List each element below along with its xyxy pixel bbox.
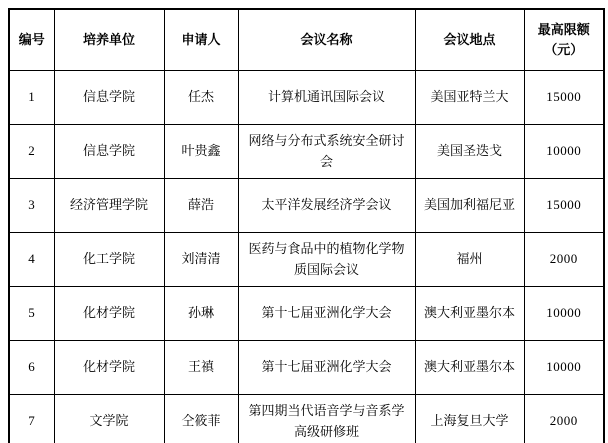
cell-unit: 化材学院: [54, 287, 164, 341]
cell-applicant: 王禛: [164, 341, 238, 395]
table-row: [9, 395, 604, 443]
cell-location: 福州: [415, 233, 524, 287]
cell-id: 3: [9, 179, 54, 233]
cell-id: 2: [9, 125, 54, 179]
cell-limit: 2000: [524, 395, 604, 443]
header-cell-location: 会议地点: [415, 9, 524, 71]
table-row: [9, 341, 604, 395]
header-cell-limit: 最高限额（元）: [524, 9, 604, 71]
cell-applicant: 刘清清: [164, 233, 238, 287]
cell-limit: 2000: [524, 233, 604, 287]
cell-unit: 文学院: [54, 395, 164, 443]
cell-id: 5: [9, 287, 54, 341]
table-row: [9, 287, 604, 341]
cell-conference: 医药与食品中的植物化学物质国际会议: [238, 233, 415, 287]
cell-unit: 化工学院: [54, 233, 164, 287]
header-cell-unit: 培养单位: [54, 9, 164, 71]
table-body: [9, 71, 604, 443]
cell-limit: 15000: [524, 71, 604, 125]
cell-conference: 第四期当代语音学与音系学高级研修班: [238, 395, 415, 443]
cell-limit: 10000: [524, 125, 604, 179]
cell-unit: 化材学院: [54, 341, 164, 395]
cell-conference: 太平洋发展经济学会议: [238, 179, 415, 233]
cell-applicant: 孙琳: [164, 287, 238, 341]
cell-id: 4: [9, 233, 54, 287]
cell-limit: 15000: [524, 179, 604, 233]
table-row: [9, 233, 604, 287]
cell-location: 澳大利亚墨尔本: [415, 341, 524, 395]
cell-unit: 经济管理学院: [54, 179, 164, 233]
cell-location: 上海复旦大学: [415, 395, 524, 443]
header-cell-conference: 会议名称: [238, 9, 415, 71]
conference-funding-table: [8, 8, 605, 443]
cell-conference: 第十七届亚洲化学大会: [238, 287, 415, 341]
cell-location: 美国圣迭戈: [415, 125, 524, 179]
cell-limit: 10000: [524, 287, 604, 341]
cell-unit: 信息学院: [54, 71, 164, 125]
cell-limit: 10000: [524, 341, 604, 395]
cell-conference: 第十七届亚洲化学大会: [238, 341, 415, 395]
cell-location: 美国亚特兰大: [415, 71, 524, 125]
cell-id: 7: [9, 395, 54, 443]
cell-applicant: 仝筱菲: [164, 395, 238, 443]
table-row: [9, 125, 604, 179]
table-header-row: [9, 9, 604, 71]
header-cell-applicant: 申请人: [164, 9, 238, 71]
cell-applicant: 叶贵鑫: [164, 125, 238, 179]
cell-location: 美国加利福尼亚: [415, 179, 524, 233]
cell-applicant: 任杰: [164, 71, 238, 125]
cell-unit: 信息学院: [54, 125, 164, 179]
cell-conference: 网络与分布式系统安全研讨会: [238, 125, 415, 179]
header-cell-id: 编号: [9, 9, 54, 71]
cell-id: 6: [9, 341, 54, 395]
cell-location: 澳大利亚墨尔本: [415, 287, 524, 341]
cell-id: 1: [9, 71, 54, 125]
cell-conference: 计算机通讯国际会议: [238, 71, 415, 125]
table-row: [9, 71, 604, 125]
table-row: [9, 179, 604, 233]
cell-applicant: 薛浩: [164, 179, 238, 233]
